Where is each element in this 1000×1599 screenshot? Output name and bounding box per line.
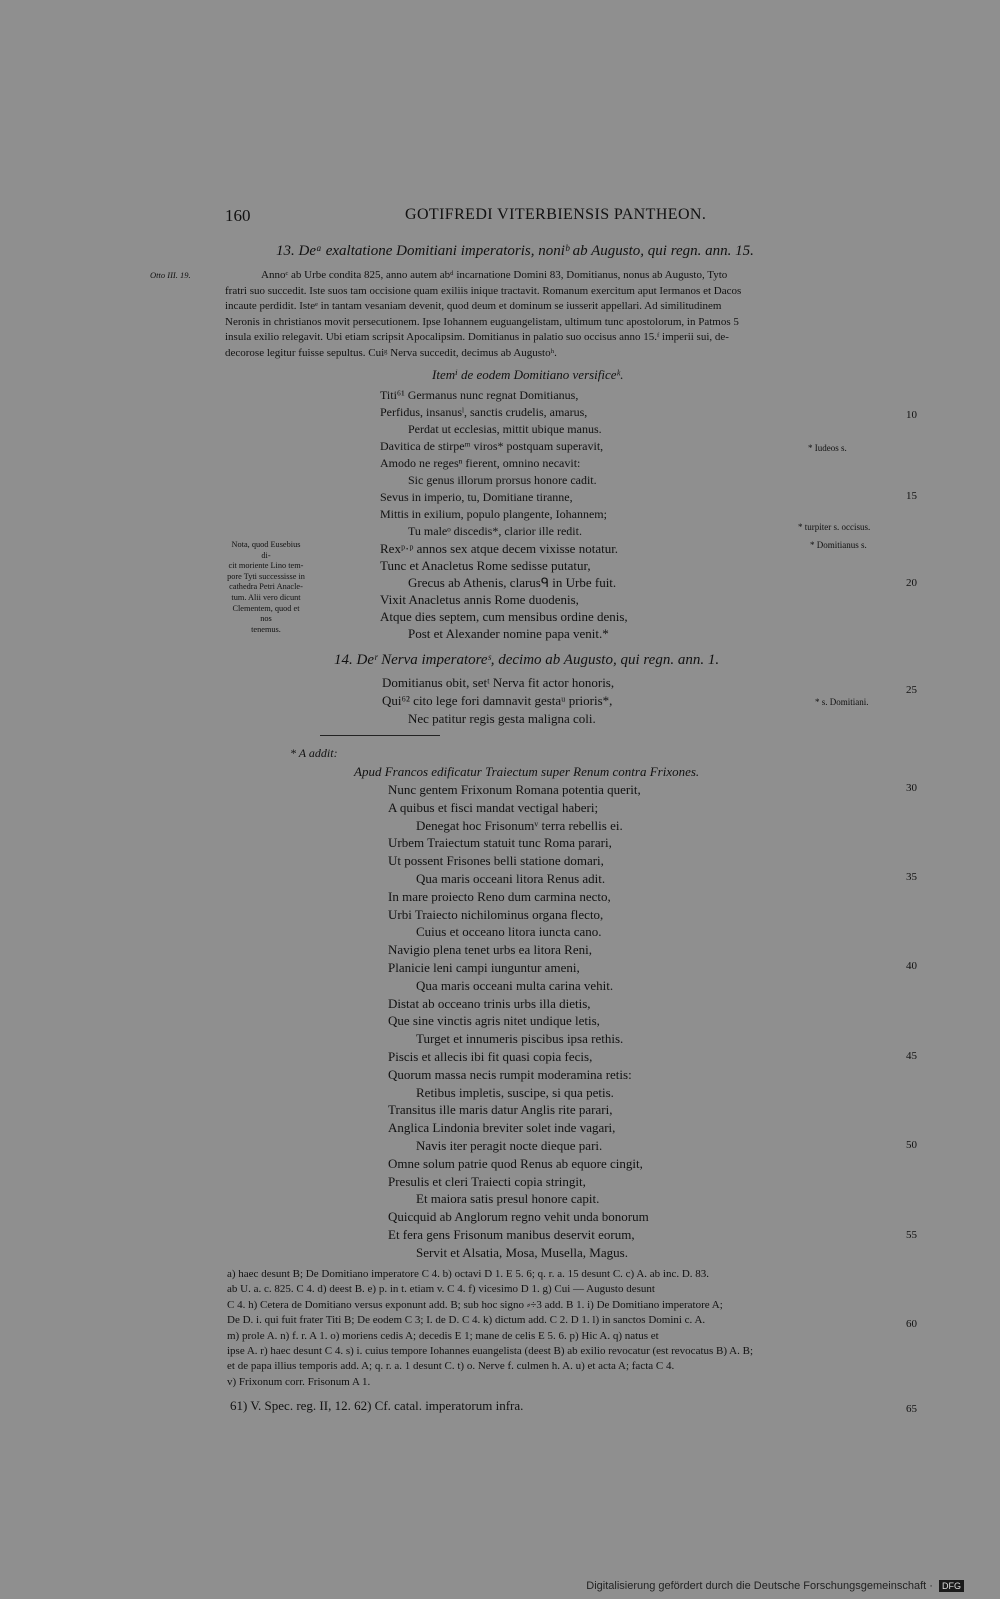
prose-line: insula exilio relegavit. Ubi etiam scripsit Apocalipsim. Domitianus in palatio suo occisus anno 15.ᶠ imperii sui, de-	[225, 331, 729, 344]
gloss: * Iudeos s.	[808, 443, 847, 453]
verse-line: Nunc gentem Frixonum Romana potentia querit,	[388, 782, 641, 797]
verse-line: Distat ab occeano trinis urbs illa dietis,	[388, 995, 591, 1011]
verse-line: Tu maleᵒ discedis*, clarior ille redit.	[408, 524, 582, 538]
line-number: 25	[906, 684, 917, 696]
line-number: 40	[906, 960, 917, 972]
verse-line: Ut possent Frisones belli statione domari,	[388, 853, 604, 869]
verse-line: Servit et Alsatia, Mosa, Musella, Magus.	[416, 1244, 628, 1260]
verse-line: Et maiora satis presul honore capit.	[416, 1191, 600, 1207]
verse-line: Perdat ut ecclesias, mittit ubique manus.	[408, 422, 602, 436]
verse-heading: Itemⁱ de eodem Domitiano versificeᵏ.	[432, 367, 624, 382]
footnote-line: a) haec desunt B; De Domitiano imperatore C 4. b) octavi D 1. E 5. 6; q. r. a. 15 desunt C. c) A. ab inc. D. 83.	[227, 1268, 710, 1280]
footnote-line: et de papa illius temporis add. A; q. r. a. 1 desunt C. t) o. Nerve f. culmen h. A. u) et acta A; facta C 4.	[227, 1360, 675, 1373]
line-number: 20	[906, 577, 917, 589]
prose-line: incaute perdidit. Isteᵉ in tantam vesaniam devenit, quod deum et dominum se iusserit appellari. Ad similitudinem	[225, 300, 722, 313]
verse-line: Nec patitur regis gesta maligna coli.	[408, 711, 596, 726]
line-number: 35	[906, 871, 917, 883]
verse-line: Urbem Traiectum statuit tunc Roma parari,	[388, 835, 612, 851]
gloss: * Domitianus s.	[810, 540, 867, 550]
gloss: * s. Domitiani.	[815, 697, 869, 707]
verse-line: Tunc et Anacletus Rome sedisse putatur,	[380, 558, 591, 573]
verse-line: Vixit Anacletus annis Rome duodenis,	[380, 592, 579, 607]
page-number: 160	[225, 206, 251, 225]
references: 61) V. Spec. reg. II, 12. 62) Cf. catal. imperatorum infra.	[230, 1398, 524, 1413]
addendum-intro: * A addit:	[290, 746, 338, 760]
verse-line: Perfidus, insanusˡ, sanctis crudelis, amarus,	[380, 405, 588, 419]
prose-line: decorose legitur fuisse sepultus. Cuiᵍ Nerva succedit, decimus ab Augustoʰ.	[225, 346, 557, 359]
side-note-line: pore Tyti successisse in	[227, 571, 305, 581]
verse-line: Denegat hoc Frisonumᵛ terra rebellis ei.	[416, 817, 623, 833]
footnote-line: ab U. a. c. 825. C 4. d) deest B. e) p. in t. etiam v. C 4. f) vicesimo D 1. g) Cui — Augusto desunt	[227, 1283, 655, 1296]
footnotes	[227, 1267, 907, 1390]
verse-line: Cuius et occeano litora iuncta cano.	[416, 924, 602, 940]
verse-line: Quorum massa necis rumpit moderamina retis:	[388, 1066, 632, 1082]
line-number: 65	[906, 1403, 917, 1415]
side-note-line: cathedra Petri Anacle-	[229, 582, 303, 592]
prose-line: Neronis in christianos movit persecutionem. Ipse Iohannem euguangelistam, ultimum tunc apostolorum, in Patmos 5	[225, 315, 739, 328]
footnote-line: De D. i. qui fuit frater Titi B; De eodem C 3; I. de D. C 4. k) dictum add. C 2. D 1. l) in sanctos Domini c. A.	[227, 1314, 706, 1327]
line-number: 15	[906, 490, 917, 502]
verse-line: Grecus ab Athenis, clarusᑫ in Urbe fuit.	[408, 575, 617, 590]
gloss: * turpiter s. occisus.	[798, 522, 871, 532]
verse-line: Davitica de stirpeᵐ viros* postquam superavit,	[380, 439, 604, 453]
side-note-line: Clementem, quod et nos	[232, 603, 300, 624]
verse-line: Navis iter peragit nocte dieque pari.	[416, 1138, 603, 1153]
verse-line: Titi⁶¹ Germanus nunc regnat Domitianus,	[380, 388, 579, 402]
verse-line: Anglica Lindonia breviter solet inde vagari,	[388, 1120, 616, 1136]
verse-line: Domitianus obit, setᵗ Nerva fit actor honoris,	[382, 675, 615, 690]
separator-rule	[320, 735, 440, 736]
side-note-line: tum. Alii vero dicunt	[231, 592, 301, 602]
line-number: 30	[906, 782, 917, 794]
verse-line: Et fera gens Frisonum manibus deservit eorum,	[388, 1227, 635, 1242]
verse-line: Mittis in exilium, populo plangente, Iohannem;	[380, 507, 607, 521]
verse-line: In mare proiecto Reno dum carmina necto,	[388, 888, 611, 904]
addendum-heading: Apud Francos edificatur Traiectum super Renum contra Frixones.	[354, 764, 700, 779]
side-note-line: cit moriente Lino tem-	[228, 561, 304, 571]
verse-line: Piscis et allecis ibi fit quasi copia fecis,	[388, 1049, 593, 1064]
running-title: GOTIFREDI VITERBIENSIS PANTHEON.	[405, 206, 707, 223]
verse-line: Navigio plena tenet urbs ea litora Reni,	[388, 942, 592, 958]
dfg-logo: DFG	[939, 1580, 964, 1592]
verse-line: Quicquid ab Anglorum regno vehit unda bonorum	[388, 1209, 649, 1225]
chapter-14-heading: 14. Deʳ Nerva imperatoreˢ, decimo ab Augusto, qui regn. ann. 1.	[334, 652, 720, 668]
verse-line: Presulis et cleri Traiecti copia stringit,	[388, 1173, 586, 1189]
footer-credit	[586, 1580, 964, 1592]
chapter-13-heading: 13. Deᵃ exaltatione Domitiani imperatoris, noniᵇ ab Augusto, qui regn. ann. 15.	[276, 243, 754, 259]
footnote-line: C 4. h) Cetera de Domitiano versus exponunt add. B; sub hoc signo ⸗÷3 add. B 1. i) De Domitiano imperatore A;	[227, 1298, 723, 1311]
side-note-line: Nota, quod Eusebius di-	[231, 540, 301, 560]
line-number: 55	[906, 1229, 917, 1241]
verse-line: Urbi Traiecto nichilominus organa flecto,	[388, 906, 604, 922]
verse-line: Rexᵖ·ᵖ annos sex atque decem vixisse notatur.	[380, 541, 619, 556]
verse-line: Qua maris occeani multa carina vehit.	[416, 977, 614, 993]
line-number: 60	[906, 1318, 917, 1330]
prose-line: Annoᶜ ab Urbe condita 825, anno autem abᵈ incarnatione Domini 83, Domitianus, nonus ab Augusto, Tyto	[261, 269, 728, 281]
line-number: 45	[906, 1050, 917, 1062]
verse-line: Transitus ille maris datur Anglis rite parari,	[388, 1102, 613, 1118]
verse-line: Sevus in imperio, tu, Domitiane tiranne,	[380, 490, 573, 504]
verse-line: Que sine vinctis agris nitet undique letis,	[388, 1013, 600, 1029]
verse-line: A quibus et fisci mandat vectigal haberi;	[388, 799, 599, 815]
verse-line: Amodo ne regesⁿ fierent, omnino necavit:	[380, 456, 581, 470]
prose-line: fratri suo succedit. Iste suos tam occisione quam exiliis inique tractavit. Romanum exercitum aput Iermanos et Dacos	[225, 284, 742, 297]
verse-line: Omne solum patrie quod Renus ab equore cingit,	[388, 1155, 643, 1171]
verse-line: Post et Alexander nomine papa venit.*	[408, 626, 609, 641]
verse-line: Qui⁶² cito lege fori damnavit gestaᵘ prioris*,	[382, 693, 613, 708]
footer-credit-text: Digitalisierung gefördert durch die Deutsche Forschungsgemeinschaft ·	[586, 1579, 933, 1592]
verse-line: Turget et innumeris piscibus ipsa rethis.	[416, 1031, 624, 1047]
footnote-line: v) Frixonum corr. Frisonum A 1.	[227, 1375, 371, 1388]
side-note	[227, 540, 305, 635]
chapter-13-prose	[225, 268, 741, 362]
verse-line: Qua maris occeani litora Renus adit.	[416, 871, 606, 886]
verse-line: Sic genus illorum prorsus honore cadit.	[408, 473, 597, 487]
line-number: 50	[906, 1139, 917, 1151]
footnote-line: ipse A. r) haec desunt C 4. s) i. cuius tempore Iohannes euangelista (deest B) ab exilio revocatur (est revocatus B) A. B;	[227, 1345, 754, 1358]
side-note-line: tenemus.	[251, 624, 281, 634]
verse-line: Retibus impletis, suscipe, si qua petis.	[416, 1084, 614, 1100]
margin-reference: Otto III. 19.	[150, 270, 191, 280]
footnote-line: m) prole A. n) f. r. A 1. o) moriens cedis A; decedis E 1; mane de celis E 5. 6. p) Hic A. q) natus et	[227, 1329, 659, 1342]
verse-line: Planicie leni campi iunguntur ameni,	[388, 960, 580, 975]
line-number: 10	[906, 409, 917, 421]
verse-line: Atque dies septem, cum mensibus ordine denis,	[380, 609, 628, 624]
